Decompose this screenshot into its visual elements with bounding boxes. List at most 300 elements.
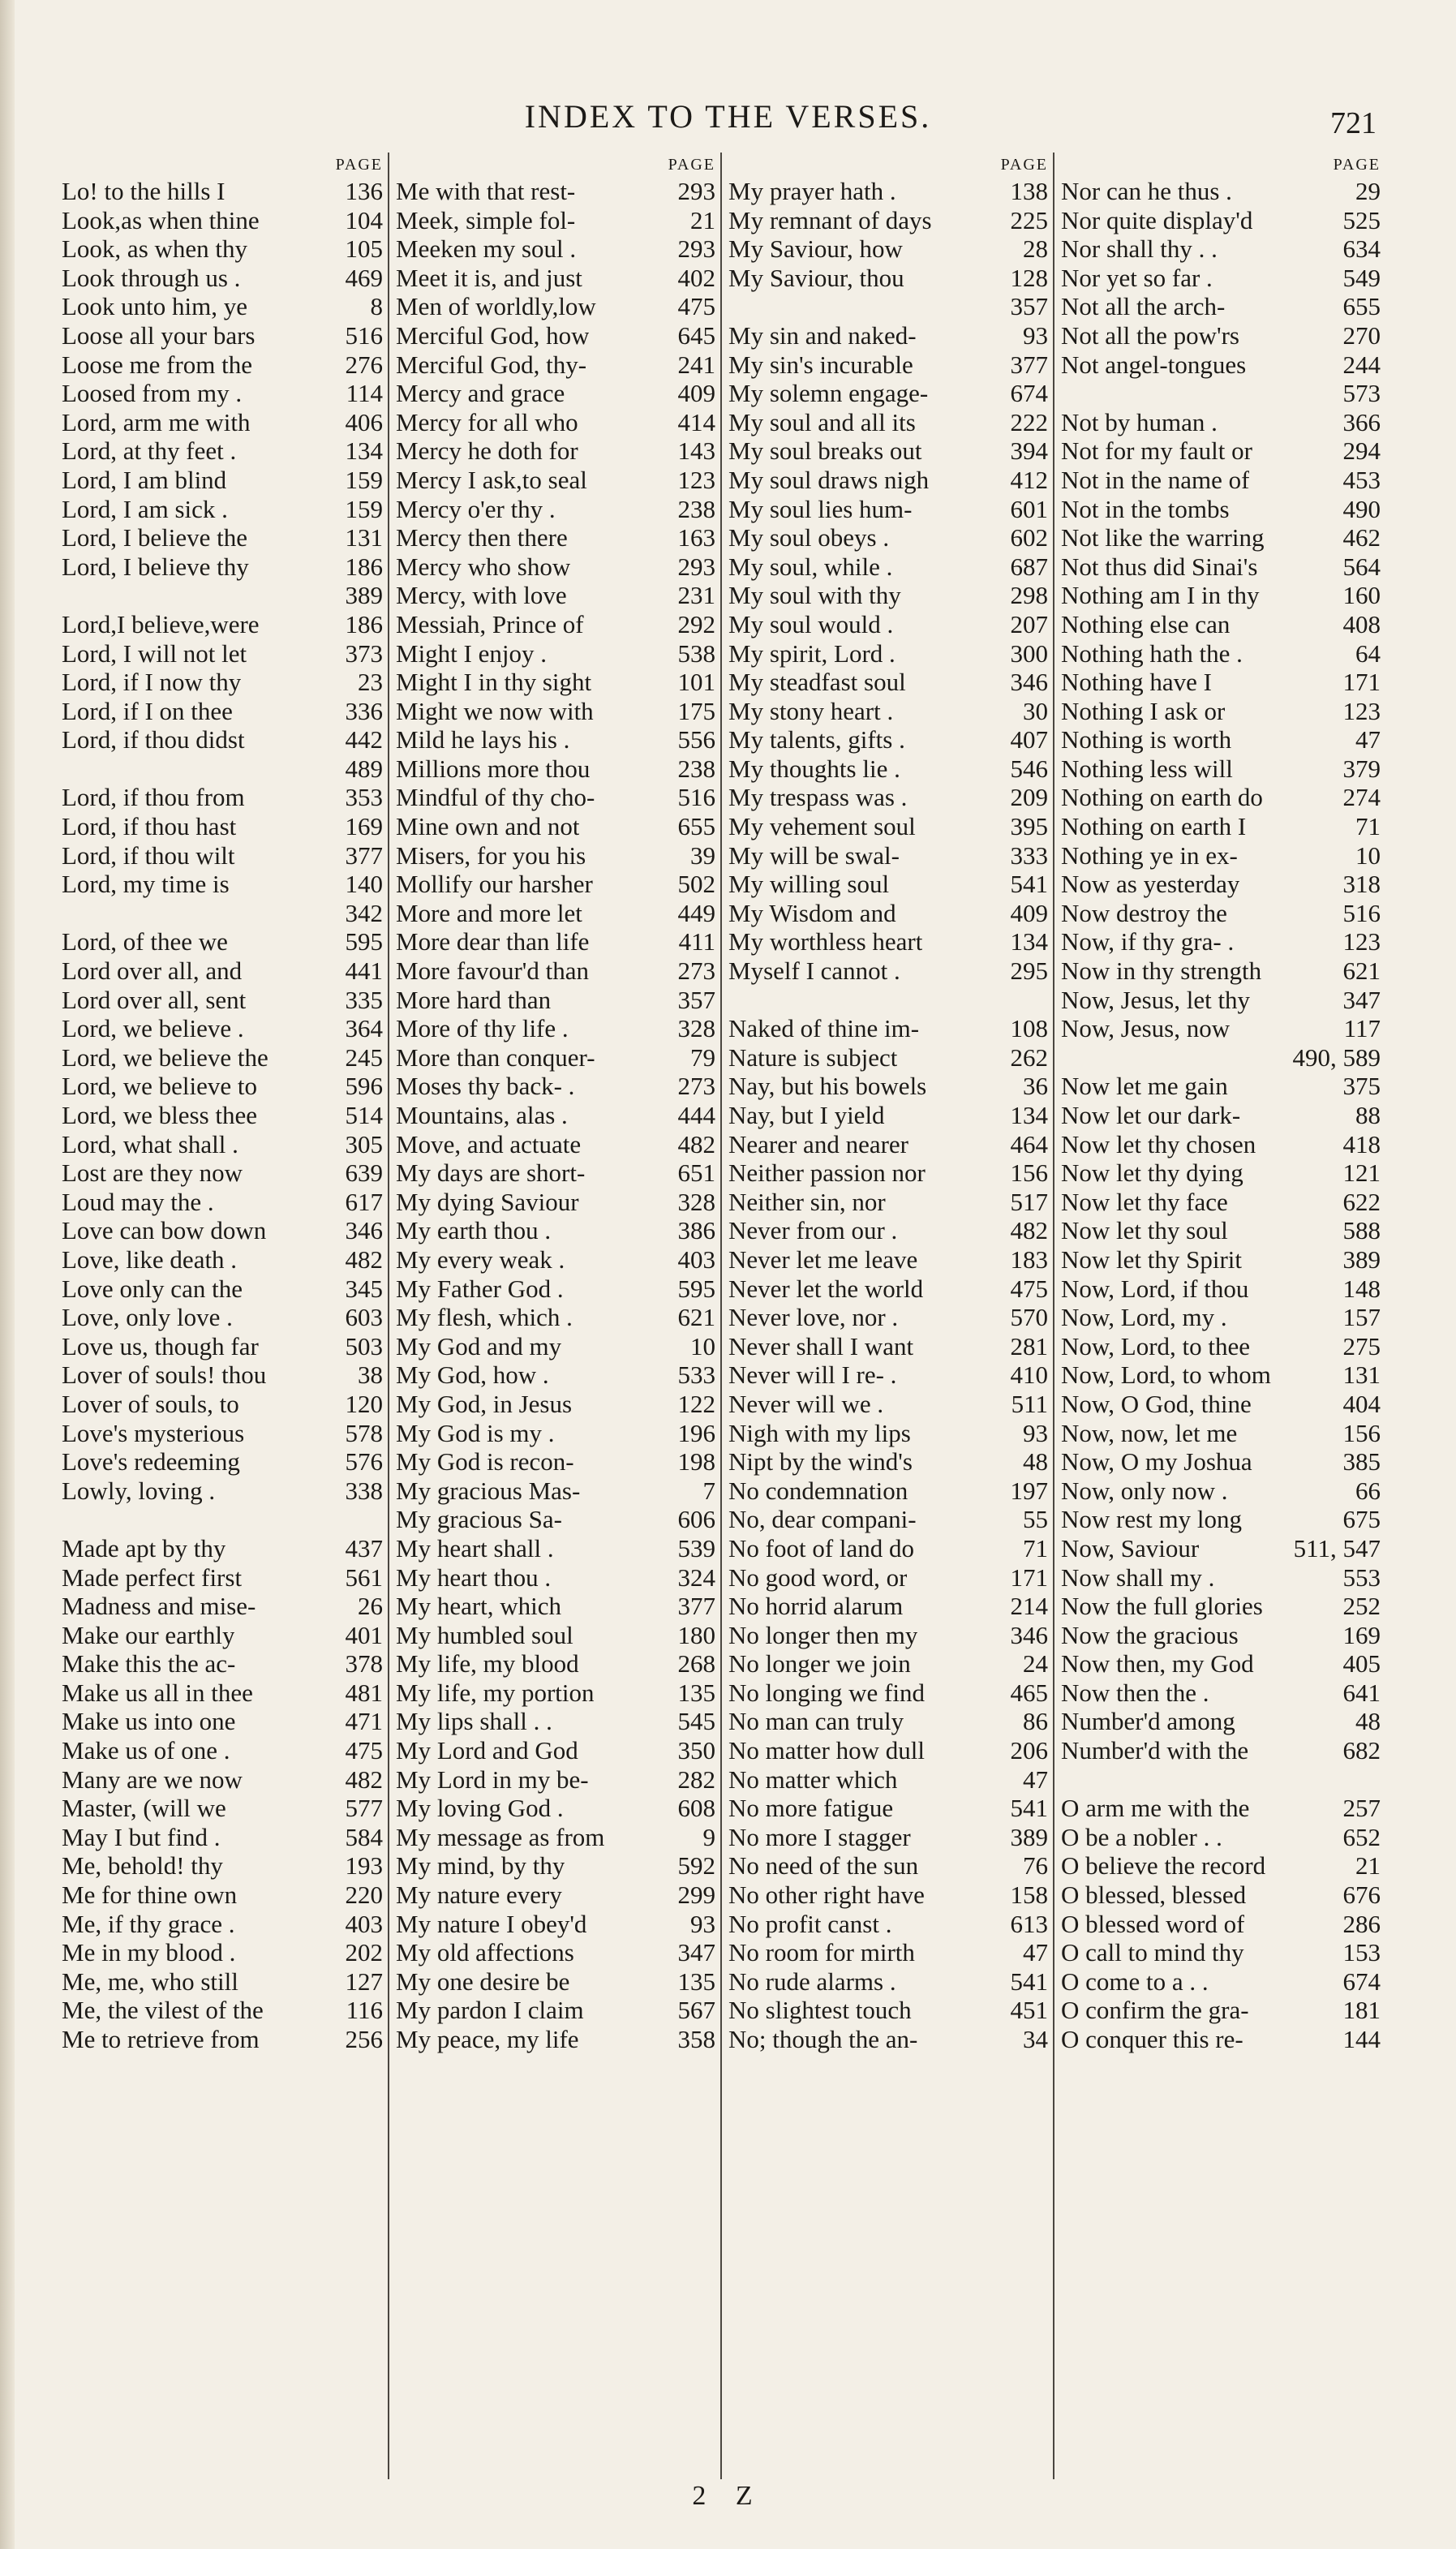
entry-page-number: 209 — [1010, 783, 1048, 812]
entry-first-line: Neither sin, nor — [728, 1187, 886, 1216]
entry-first-line: Move, and actuate — [396, 1129, 582, 1158]
entry-first-line: Lord, I believe thy — [62, 552, 249, 581]
index-entry — [396, 264, 715, 293]
entry-page-number: 525 — [1342, 205, 1381, 234]
entry-first-line: Never shall I want — [728, 1331, 914, 1360]
entry-first-line: Now let our dark- — [1061, 1101, 1241, 1129]
entry-page-number: 335 — [345, 985, 383, 1014]
index-entry — [396, 1649, 715, 1679]
entry-first-line: Love's mysterious — [62, 1418, 245, 1447]
index-entry — [396, 754, 715, 784]
entry-page-number: 336 — [345, 696, 383, 725]
entry-page-number: 674 — [1342, 1967, 1381, 1996]
entry-first-line: Lord, my time is — [62, 870, 230, 899]
index-entry — [62, 725, 383, 754]
entry-page-number: 373 — [345, 638, 383, 668]
index-entry — [62, 639, 383, 668]
entry-page-number: 256 — [345, 2025, 383, 2053]
entry-first-line: My dying Saviour — [396, 1187, 579, 1216]
index-entry — [62, 1274, 383, 1304]
entry-page-number: 682 — [1342, 1736, 1381, 1765]
index-entry — [62, 321, 383, 350]
entry-page-number: 622 — [1342, 1187, 1381, 1216]
entry-first-line: No condemnation — [728, 1476, 908, 1505]
index-entry — [396, 1245, 715, 1274]
entry-first-line: My soul with thy — [728, 581, 901, 610]
entry-page-number: 464 — [1010, 1129, 1048, 1158]
entry-page-number: 541 — [1010, 1794, 1048, 1823]
entry-page-number: 88 — [1355, 1101, 1381, 1129]
entry-page-number: 144 — [1342, 2025, 1381, 2053]
entry-page-number: 158 — [1010, 1881, 1048, 1910]
entry-page-number: 293 — [677, 177, 715, 205]
index-entry — [1061, 321, 1381, 350]
index-entry — [1061, 1390, 1381, 1419]
index-entry — [728, 1101, 1048, 1130]
entry-first-line: Mercy he doth for — [396, 436, 578, 466]
entry-page-number: 408 — [1342, 609, 1381, 638]
entry-page-number: 257 — [1342, 1794, 1381, 1823]
entry-page-number: 48 — [1023, 1447, 1048, 1477]
index-entry — [1061, 610, 1381, 639]
index-entry — [1061, 1621, 1381, 1650]
entry-page-number: 48 — [1355, 1707, 1381, 1736]
column-page-label: PAGE — [335, 156, 383, 174]
entry-first-line: My nature I obey'd — [396, 1909, 587, 1938]
entry-page-number: 21 — [1355, 1851, 1381, 1881]
entry-first-line: Lord, arm me with — [62, 407, 251, 436]
index-entry — [396, 581, 715, 610]
index-entry — [62, 264, 383, 293]
entry-first-line: My remnant of days — [728, 205, 932, 234]
entry-first-line: Mountains, alas . — [396, 1101, 568, 1129]
index-entry — [396, 986, 715, 1015]
entry-page-number: 198 — [677, 1447, 715, 1477]
entry-first-line: Nothing hath the . — [1061, 638, 1243, 668]
index-entry — [396, 495, 715, 524]
entry-first-line: My message as from — [396, 1822, 605, 1851]
entry-page-number: 481 — [345, 1678, 383, 1707]
index-entry — [728, 841, 1048, 870]
index-entry — [1061, 1765, 1381, 1795]
entry-first-line: Millions more thou — [396, 754, 591, 783]
entry-first-line: Make this the ac- — [62, 1649, 236, 1679]
entry-page-number: 602 — [1010, 523, 1048, 552]
entry-page-number: 395 — [1010, 812, 1048, 841]
entry-page-number: 23 — [358, 668, 383, 697]
index-entry — [728, 1938, 1048, 1967]
entry-first-line: Nor shall thy . . — [1061, 234, 1218, 264]
index-entry — [62, 956, 383, 986]
entry-page-number: 541 — [1010, 1967, 1048, 1996]
entry-first-line: My spirit, Lord . — [728, 638, 896, 668]
index-entry — [728, 927, 1048, 956]
entry-page-number: 128 — [1010, 263, 1048, 292]
entry-first-line: Lord, I believe the — [62, 523, 247, 552]
entry-first-line: Nothing on earth I — [1061, 812, 1247, 841]
index-entry — [1061, 1823, 1381, 1852]
entry-page-number: 377 — [345, 840, 383, 870]
index-entry — [62, 1736, 383, 1765]
entry-first-line: Not for my fault or — [1061, 436, 1252, 466]
index-entry — [396, 177, 715, 206]
entry-first-line: Nothing is worth — [1061, 725, 1232, 754]
entry-first-line: No, dear compani- — [728, 1505, 917, 1534]
index-entry — [396, 2025, 715, 2054]
entry-page-number: 7 — [702, 1476, 715, 1505]
entry-page-number: 64 — [1355, 638, 1381, 668]
index-entry — [396, 812, 715, 841]
entry-first-line: Lord, if thou didst — [62, 725, 245, 754]
entry-page-number: 295 — [1010, 956, 1048, 986]
index-entry — [728, 177, 1048, 206]
entry-first-line: Now let thy dying — [1061, 1158, 1243, 1188]
entry-first-line: Meeken my soul . — [396, 234, 577, 264]
entry-page-number: 377 — [1010, 350, 1048, 379]
index-entry — [396, 1216, 715, 1245]
index-entry — [1061, 1043, 1381, 1072]
index-entry — [1061, 581, 1381, 610]
entry-first-line: Lord, if I now thy — [62, 668, 242, 697]
entry-page-number: 403 — [677, 1244, 715, 1274]
entry-first-line: My talents, gifts . — [728, 725, 905, 754]
column-page-label: PAGE — [668, 156, 715, 174]
index-entry — [728, 1765, 1048, 1795]
entry-page-number: 135 — [677, 1967, 715, 1996]
entry-page-number: 122 — [677, 1389, 715, 1418]
entry-page-number: 79 — [690, 1042, 715, 1072]
index-entry — [1061, 350, 1381, 380]
index-entry — [396, 1938, 715, 1967]
entry-page-number: 328 — [677, 1187, 715, 1216]
index-entry — [62, 754, 383, 784]
entry-page-number: 350 — [677, 1736, 715, 1765]
index-entry — [396, 639, 715, 668]
entry-page-number: 171 — [1010, 1562, 1048, 1592]
index-entry — [396, 292, 715, 321]
index-entry — [62, 1505, 383, 1534]
entry-first-line: Now the full glories — [1061, 1592, 1263, 1621]
entry-page-number: 564 — [1342, 552, 1381, 581]
index-entry — [396, 1332, 715, 1361]
index-entry — [62, 1447, 383, 1477]
index-entry — [396, 1130, 715, 1159]
entry-page-number: 451 — [1010, 1996, 1048, 2025]
entry-first-line: O blessed, blessed — [1061, 1881, 1247, 1910]
index-entry — [62, 1765, 383, 1795]
index-entry — [1061, 292, 1381, 321]
entry-first-line: Me, if thy grace . — [62, 1909, 235, 1938]
index-entry — [728, 206, 1048, 235]
index-entry — [396, 436, 715, 466]
entry-page-number: 105 — [345, 234, 383, 264]
entry-page-number: 345 — [345, 1274, 383, 1303]
entry-page-number: 294 — [1342, 436, 1381, 466]
entry-first-line: My gracious Mas- — [396, 1476, 581, 1505]
entry-first-line: My old affections — [396, 1938, 574, 1967]
entry-first-line: Now as yesterday — [1061, 870, 1240, 899]
entry-first-line: O believe the record — [1061, 1851, 1266, 1881]
entry-first-line: Nigh with my lips — [728, 1418, 911, 1447]
entry-first-line: Love can bow down — [62, 1216, 267, 1245]
entry-first-line: My trespass was . — [728, 783, 908, 812]
entry-page-number: 475 — [1010, 1274, 1048, 1303]
index-entry — [728, 668, 1048, 697]
entry-page-number: 281 — [1010, 1331, 1048, 1360]
entry-page-number: 577 — [345, 1794, 383, 1823]
entry-page-number: 676 — [1342, 1881, 1381, 1910]
index-entry — [396, 1477, 715, 1506]
entry-first-line: My humbled soul — [396, 1620, 573, 1649]
entry-first-line: Might I in thy sight — [396, 668, 592, 697]
index-entry — [396, 1014, 715, 1043]
entry-first-line: Now, O my Joshua — [1061, 1447, 1252, 1477]
entry-page-number: 36 — [1023, 1072, 1048, 1101]
entry-first-line: Nor quite display'd — [1061, 205, 1253, 234]
index-entry — [728, 321, 1048, 350]
entry-page-number: 641 — [1342, 1678, 1381, 1707]
index-entry — [62, 1477, 383, 1506]
entry-page-number: 196 — [677, 1418, 715, 1447]
entry-first-line: Never will we . — [728, 1389, 884, 1418]
entry-first-line: Me, the vilest of the — [62, 1996, 264, 2025]
entry-page-number: 603 — [345, 1303, 383, 1332]
entry-page-number: 244 — [1342, 350, 1381, 379]
entry-first-line: My Saviour, how — [728, 234, 903, 264]
index-entry — [1061, 1881, 1381, 1910]
index-entry — [396, 1043, 715, 1072]
entry-page-number: 539 — [677, 1533, 715, 1562]
entry-page-number: 639 — [345, 1158, 383, 1188]
index-entry — [1061, 1303, 1381, 1332]
entry-page-number: 169 — [345, 812, 383, 841]
entry-page-number: 197 — [1010, 1476, 1048, 1505]
entry-page-number: 101 — [677, 668, 715, 697]
entry-page-number: 163 — [677, 523, 715, 552]
entry-page-number: 273 — [677, 1072, 715, 1101]
index-entry — [728, 1188, 1048, 1217]
entry-first-line: My Lord in my be- — [396, 1765, 589, 1794]
entry-first-line: Now shall my . — [1061, 1562, 1215, 1592]
entry-first-line: Nothing on earth do — [1061, 783, 1263, 812]
index-entry — [62, 495, 383, 524]
index-entry — [728, 523, 1048, 552]
entry-page-number: 592 — [677, 1851, 715, 1881]
entry-page-number: 674 — [1010, 379, 1048, 408]
index-entry — [396, 1419, 715, 1448]
entry-page-number: 275 — [1342, 1331, 1381, 1360]
entry-page-number: 252 — [1342, 1592, 1381, 1621]
column-page-label: PAGE — [1333, 156, 1381, 174]
entry-page-number: 405 — [1342, 1649, 1381, 1679]
entry-page-number: 181 — [1342, 1996, 1381, 2025]
index-entry — [728, 1158, 1048, 1188]
index-entry — [728, 1707, 1048, 1736]
index-entry — [728, 552, 1048, 582]
entry-page-number: 655 — [677, 812, 715, 841]
index-entry — [1061, 1967, 1381, 1997]
entry-page-number: 131 — [345, 523, 383, 552]
entry-first-line: O confirm the gra- — [1061, 1996, 1249, 2025]
entry-page-number: 621 — [677, 1303, 715, 1332]
index-entry — [728, 1794, 1048, 1823]
index-entry — [396, 1505, 715, 1534]
entry-first-line: Number'd with the — [1061, 1736, 1249, 1765]
index-entry — [728, 725, 1048, 754]
entry-first-line: Loosed from my . — [62, 379, 243, 408]
index-entry — [62, 408, 383, 437]
entry-page-number: 26 — [358, 1592, 383, 1621]
index-entry — [62, 870, 383, 899]
index-entry — [396, 1158, 715, 1188]
index-entry — [1061, 2025, 1381, 2054]
index-entry — [62, 234, 383, 264]
index-entry — [728, 495, 1048, 524]
entry-page-number: 300 — [1010, 638, 1048, 668]
index-column-3 — [720, 153, 1053, 2479]
entry-first-line: Might we now with — [396, 696, 594, 725]
index-entry — [62, 1216, 383, 1245]
entry-first-line: No good word, or — [728, 1562, 908, 1592]
index-entry — [62, 1245, 383, 1274]
entry-first-line: My life, my blood — [396, 1649, 579, 1679]
entry-page-number: 490, 589 — [1292, 1042, 1381, 1072]
page-number: 721 — [1330, 106, 1377, 140]
index-entry — [62, 1158, 383, 1188]
index-entry — [1061, 1851, 1381, 1881]
index-entry — [62, 1592, 383, 1621]
entry-first-line: Now rest my long — [1061, 1505, 1243, 1534]
index-entry — [1061, 927, 1381, 956]
entry-first-line: Nearer and nearer — [728, 1129, 908, 1158]
entry-first-line: Lord, I am sick . — [62, 494, 228, 523]
entry-page-number: 353 — [345, 783, 383, 812]
entry-page-number: 120 — [345, 1389, 383, 1418]
entry-page-number: 364 — [345, 1014, 383, 1043]
entry-first-line: Now destroy the — [1061, 898, 1227, 927]
entry-page-number: 379 — [1342, 754, 1381, 783]
entry-page-number: 38 — [358, 1360, 383, 1390]
entry-page-number: 134 — [345, 436, 383, 466]
entry-page-number: 159 — [345, 465, 383, 494]
entry-page-number: 482 — [345, 1244, 383, 1274]
index-entry — [62, 1794, 383, 1823]
index-entry — [396, 1967, 715, 1997]
index-entry — [728, 1130, 1048, 1159]
entry-page-number: 595 — [345, 927, 383, 956]
entry-first-line: Look through us . — [62, 263, 241, 292]
entry-first-line: Me with that rest- — [396, 177, 576, 205]
entry-first-line: My Father God . — [396, 1274, 564, 1303]
index-entry — [728, 899, 1048, 928]
index-entry — [396, 1360, 715, 1390]
entry-page-number: 410 — [1010, 1360, 1048, 1390]
column-page-label: PAGE — [1000, 156, 1048, 174]
index-entry — [396, 610, 715, 639]
entry-first-line: Lo! to the hills I — [62, 177, 225, 205]
index-entry — [728, 379, 1048, 408]
entry-first-line: My vehement soul — [728, 812, 916, 841]
index-entry — [62, 1303, 383, 1332]
entry-page-number: 117 — [1343, 1014, 1381, 1043]
entry-first-line: Now, Saviour — [1061, 1533, 1200, 1562]
index-entry — [396, 1072, 715, 1101]
entry-first-line: My life, my portion — [396, 1678, 595, 1707]
index-entry — [62, 1360, 383, 1390]
index-entry — [1061, 1592, 1381, 1621]
entry-page-number: 576 — [345, 1447, 383, 1477]
entry-page-number: 66 — [1355, 1476, 1381, 1505]
index-entry — [728, 264, 1048, 293]
entry-page-number: 346 — [345, 1216, 383, 1245]
entry-page-number: 407 — [1010, 725, 1048, 754]
index-entry — [396, 1679, 715, 1708]
entry-page-number: 114 — [346, 379, 383, 408]
index-entry — [728, 1910, 1048, 1939]
index-entry — [62, 1910, 383, 1939]
index-entry — [396, 1274, 715, 1304]
entry-page-number: 634 — [1342, 234, 1381, 264]
index-entry — [396, 927, 715, 956]
index-entry — [396, 1447, 715, 1477]
entry-page-number: 108 — [1010, 1014, 1048, 1043]
entry-page-number: 511 — [1011, 1389, 1048, 1418]
entry-first-line: Might I enjoy . — [396, 638, 547, 668]
index-entry — [396, 841, 715, 870]
index-entry — [62, 1014, 383, 1043]
page-binding-edge — [0, 0, 15, 2549]
entry-first-line: Lost are they now — [62, 1158, 243, 1188]
entry-first-line: Number'd among — [1061, 1707, 1235, 1736]
index-entry — [396, 206, 715, 235]
entry-first-line: Nipt by the wind's — [728, 1447, 913, 1477]
entry-first-line: Make us all in thee — [62, 1678, 253, 1707]
entry-first-line: Nature is subject — [728, 1042, 898, 1072]
entry-page-number: 516 — [677, 783, 715, 812]
index-columns — [55, 153, 1385, 2479]
entry-page-number: 292 — [677, 609, 715, 638]
entry-first-line: No matter which — [728, 1765, 898, 1794]
entry-first-line: Nothing else can — [1061, 609, 1231, 638]
entry-page-number: 298 — [1010, 581, 1048, 610]
entry-first-line: Nay, but his bowels — [728, 1072, 927, 1101]
index-entry — [1061, 234, 1381, 264]
entry-first-line: My soul obeys . — [728, 523, 890, 552]
entry-page-number: 441 — [345, 956, 383, 986]
index-entry — [62, 1996, 383, 2025]
entry-first-line: Misers, for you his — [396, 840, 586, 870]
entry-first-line: My peace, my life — [396, 2025, 579, 2053]
entry-page-number: 270 — [1342, 320, 1381, 350]
index-entry — [728, 754, 1048, 784]
index-entry — [62, 292, 383, 321]
entry-page-number: 34 — [1023, 2025, 1048, 2053]
entry-first-line: My God is my . — [396, 1418, 555, 1447]
entry-page-number: 180 — [677, 1620, 715, 1649]
entry-page-number: 502 — [677, 870, 715, 899]
entry-first-line: Lord, what shall . — [62, 1129, 238, 1158]
entry-first-line: Now, Lord, if thou — [1061, 1274, 1249, 1303]
entry-first-line: O blessed word of — [1061, 1909, 1245, 1938]
index-entry — [396, 783, 715, 812]
entry-page-number: 305 — [345, 1129, 383, 1158]
entry-first-line: Not thus did Sinai's — [1061, 552, 1258, 581]
entry-first-line: Mine own and not — [396, 812, 580, 841]
entry-first-line: Me for thine own — [62, 1881, 238, 1910]
entry-page-number: 39 — [690, 840, 715, 870]
entry-first-line: Nor can he thus . — [1061, 177, 1232, 205]
entry-page-number: 411 — [678, 927, 715, 956]
